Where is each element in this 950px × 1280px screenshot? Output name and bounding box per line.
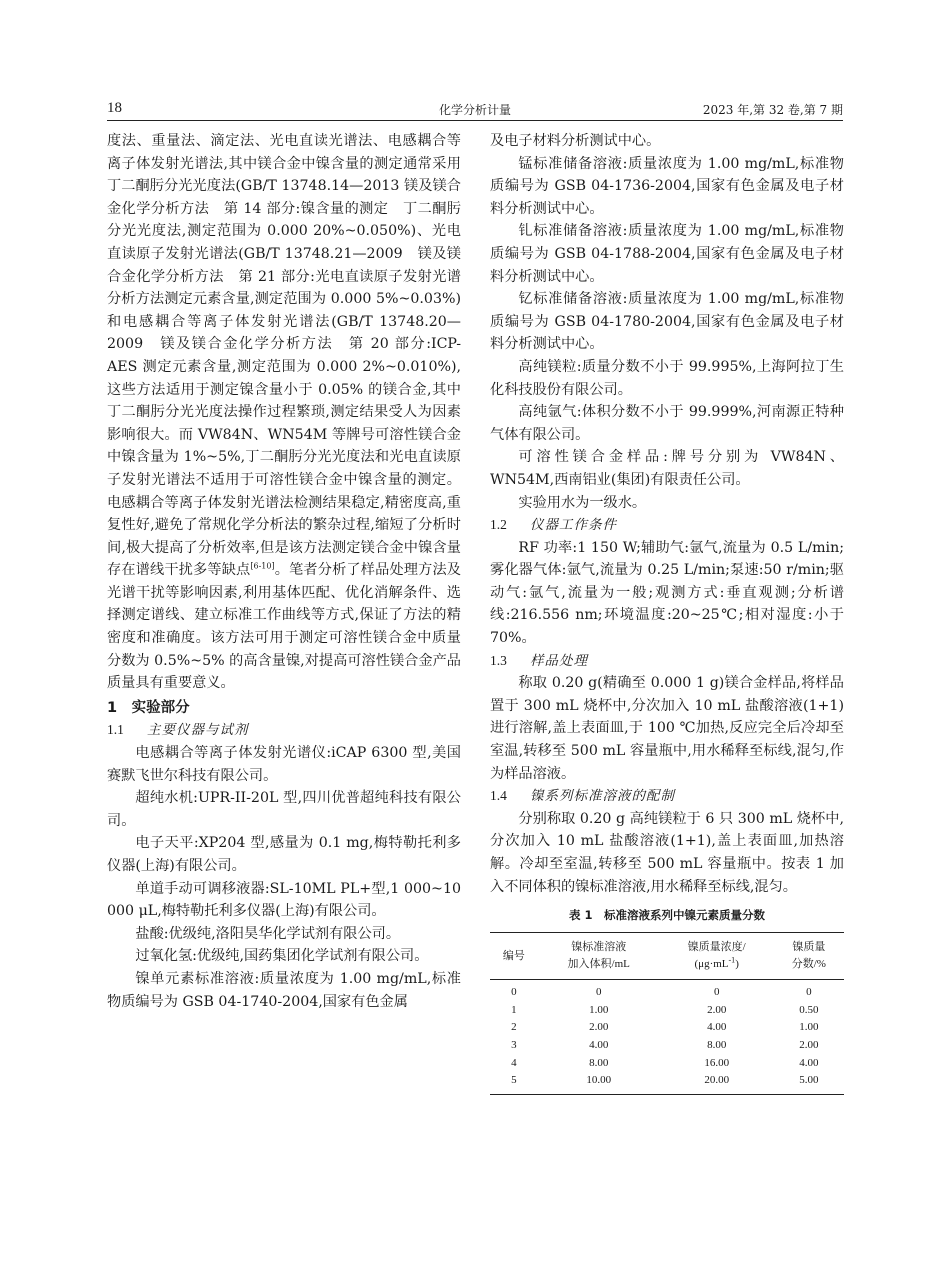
header-concentration: 镍质量浓度/ $(\mu g\cdot mL^{-1})$ bbox=[687, 941, 746, 971]
standard-series-table bbox=[490, 932, 844, 1095]
paragraph-ni-standard-cont: 及电子材料分析测试中心。 bbox=[490, 133, 661, 149]
paragraph-standard-prep: 分别称取 0.20 g 高纯镁粒于 6 只 300 mL 烧杯中,分次加入 10 mL 盐酸溶液(1+1),盖上表面皿,加热溶解。冷却至室温,转移至 500 mL 容量瓶中。按表 1 加入不同体积的镍标准溶液,用水稀释至标线,混匀。 bbox=[490, 810, 844, 895]
paragraph-h2o2: 过氧化氢:优级纯,国药集团化学试剂有限公司。 bbox=[135, 948, 429, 965]
paragraph-samples: 可溶性镁合金样品:牌号分别为 VW84N、WN54M,西南铝业(集团)有限责任公司。 bbox=[490, 449, 844, 488]
table-row: 0 0 0 0 bbox=[511, 986, 812, 999]
right-column bbox=[490, 130, 844, 1095]
subsection-heading-1-2: 1.2 仪器工作条件 bbox=[490, 517, 617, 534]
header-mass-fraction: 镍质量 分数/% bbox=[791, 941, 826, 971]
table-header-row bbox=[490, 933, 844, 980]
paragraph-argon: 高纯氩气:体积分数不小于 99.999%,河南源正特种气体有限公司。 bbox=[490, 404, 844, 443]
left-column bbox=[107, 130, 461, 1013]
section-heading-experimental: 1 实验部分 bbox=[107, 699, 190, 716]
table-row: 5 10.00 20.00 5.00 bbox=[511, 1074, 819, 1087]
paragraph-pipette: 单道手动可调移液器:SL-10ML PL+型,1 000~10 000 μL,梅特勒托利多仪器(上海)有限公司。 bbox=[107, 880, 461, 920]
paragraph-pure-mg: 高纯镁粒:质量分数不小于 99.995%,上海阿拉丁生化科技股份有限公司。 bbox=[490, 358, 844, 398]
header-volume: 镍标准溶液 加入体积/mL bbox=[567, 941, 630, 971]
paragraph-conditions: RF 功率:1 150 W;辅助气:氩气,流量为 0.5 L/min;雾化器气体:氩气,流量为 0.25 L/min;泵速:50 r/min;驱动气:氩气,流量为一般;观测方式:垂直观测;分析谱线:216.556 nm;环境温度:20~25℃;相对湿度:小于 70%。 bbox=[490, 539, 844, 647]
page-number: 18 bbox=[107, 100, 122, 116]
paragraph-water-grade: 实验用水为一级水。 bbox=[518, 494, 647, 511]
intro-paragraph: 度法、重量法、滴定法、光电直读光谱法、电感耦合等离子体发射光谱法,其中镁合金中镍含量的测定通常采用丁二酮肟分光光度法(GB/T 13748.14—2013 镁及镁合金化学分析方法 第 14 部分:镍含量的测定 丁二酮肟分光光度法,测定范围为 0.000 20%~0.050%)、光电直读原子发射光谱法(GB/T 13748.21—2009 镁及镁合金化学分析方法 第 21 部分:光电直读原子发射光谱分析方法测定元素含量,测定范围为 0.000 5%~0.03%)和电感耦合等离子体发射光谱法(GB/T 13748.20—2009 镁及镁合金化学分析方法 第 20 部分:ICP-AES 测定元素含量,测定范围为 0.000 2%~0.010%),这些方法适用于测定镍含量小于 0.05% 的镁合金,其中丁二酮肟分光光度法操作过程繁琐,测定结果受人为因素影响很大。而 VW84N、WN54M 等牌号可溶性镁合金中镍含量为 1%~5%,丁二酮肟分光光度法和光电直读原子发射光谱法不适用于可溶性镁合金中镍含量的测定。电感耦合等离子体发射光谱法检测结果稳定,精密度高,重复性好,避免了常规化学分析法的繁杂过程,缩短了分析时间,极大提高了分析效率,但是该方法测定镁合金中镍含量存在谱线干扰多等缺点[6-10]。笔者分析了样品处理方法及光谱干扰等影响因素,利用基体匹配、优化消解条件、选择测定谱线、建立标准工作曲线等方式,保证了方法的精密度和准确度。该方法可用于测定可溶性镁合金中质量分数为 0.5%~5% 的高含量镍,对提高可溶性镁合金产品质量具有重要意义。 bbox=[107, 133, 461, 692]
paragraph-water-purifier: 超纯水机:UPR-II-20L 型,四川优普超纯科技有限公司。 bbox=[107, 790, 461, 829]
citation-ref[interactable]: [6-10] bbox=[250, 561, 275, 571]
paragraph-hcl: 盐酸:优级纯,洛阳昊华化学试剂有限公司。 bbox=[135, 925, 401, 942]
table-caption: 表 1 标准溶液系列中镍元素质量分数 bbox=[568, 908, 765, 923]
paragraph-y-standard: 钇标准储备溶液:质量浓度为 1.00 mg/mL,标准物质编号为 GSB 04-1780-2004,国家有色金属及电子材料分析测试中心。 bbox=[490, 291, 844, 353]
issue-info: 2023 年,第 32 卷,第 7 期 bbox=[702, 103, 843, 117]
subsection-heading-1-3: 1.3 样品处理 bbox=[490, 652, 588, 669]
table-row: 3 4.00 8.00 2.00 bbox=[511, 1038, 819, 1051]
paragraph-gd-standard: 钆标准储备溶液:质量浓度为 1.00 mg/mL,标准物质编号为 GSB 04-1788-2004,国家有色金属及电子材料分析测试中心。 bbox=[490, 223, 844, 285]
paragraph-ni-standard: 镍单元素标准溶液:质量浓度为 1.00 mg/mL,标准物质编号为 GSB 04-1740-2004,国家有色金属 bbox=[107, 970, 461, 1010]
subsection-heading-1-4: 1.4 镍系列标准溶液的配制 bbox=[490, 788, 675, 805]
paragraph-sample-treatment: 称取 0.20 g(精确至 0.000 1 g)镁合金样品,将样品置于 300 mL 烧杯中,分次加入 10 mL 盐酸溶液(1+1)进行溶解,盖上表面皿,于 100 ℃加热,反应完全后冷却至室温,转移至 500 mL 容量瓶中,用水稀释至标线,混匀,作为样品溶液。 bbox=[490, 675, 844, 782]
paragraph-balance: 电子天平:XP204 型,感量为 0.1 mg,梅特勒托利多仪器(上海)有限公司。 bbox=[107, 835, 461, 874]
subsection-heading-1-1: 1.1 主要仪器与试剂 bbox=[107, 722, 249, 739]
journal-name: 化学分析计量 bbox=[438, 103, 511, 117]
running-header bbox=[107, 100, 843, 121]
paragraph-mn-standard: 锰标准储备溶液:质量浓度为 1.00 mg/mL,标准物质编号为 GSB 04-1736-2004,国家有色金属及电子材料分析测试中心。 bbox=[490, 155, 844, 217]
paragraph-icp-instrument: 电感耦合等离子体发射光谱仪:iCAP 6300 型,美国赛默飞世尔科技有限公司。 bbox=[107, 745, 461, 784]
table-row: 4 8.00 16.00 4.00 bbox=[511, 1056, 819, 1069]
table-row: 2 2.00 4.00 1.00 bbox=[511, 1021, 819, 1034]
table-row: 1 1.00 2.00 0.50 bbox=[511, 1003, 819, 1016]
header-number: 编号 bbox=[502, 949, 525, 962]
